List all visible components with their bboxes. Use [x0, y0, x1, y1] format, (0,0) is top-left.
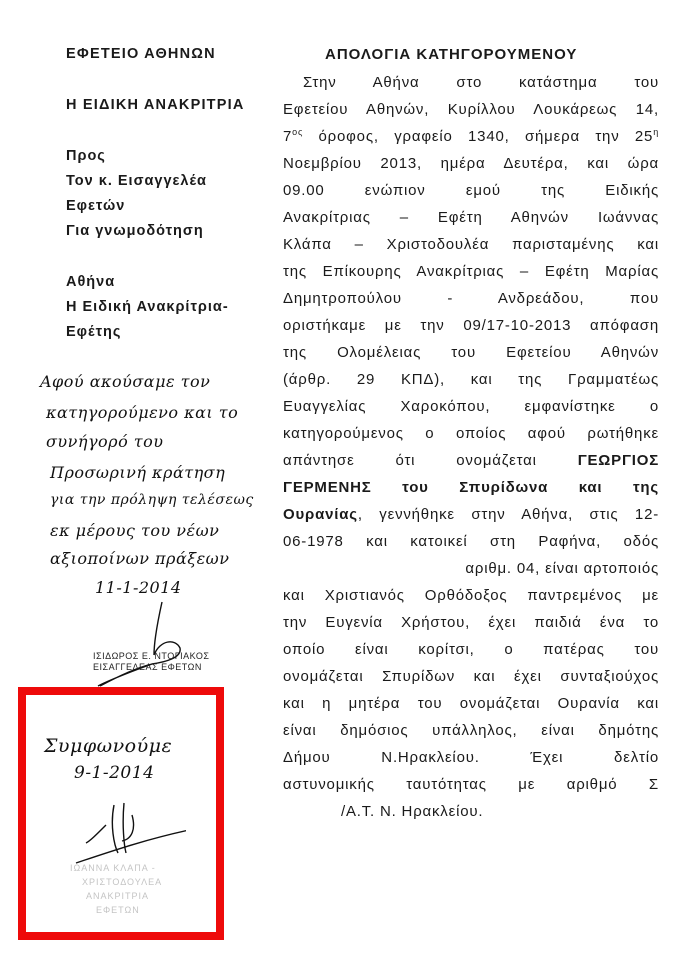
- body-line: /Α.Τ. Ν. Ηρακλείου.: [341, 803, 484, 820]
- addressee-line: Προς: [66, 148, 106, 164]
- faded-stamp-line: ΑΝΑΚΡΙΤΡΙΑ: [86, 891, 150, 901]
- body-line: και Χριστιανός Ορθόδοξος παντρεμένος με: [283, 587, 659, 604]
- handwritten-line: συνήγορό του: [46, 432, 164, 451]
- mother-name: Ουρανίας: [283, 506, 358, 523]
- floor-number: $7^{o\varsigma}$: [283, 127, 304, 145]
- body-line: την Ευγενία Χρήστου, έχει παιδιά ένα το: [283, 614, 659, 631]
- body-line: (άρθρ. 29 ΚΠΔ), και της Γραμματέως: [283, 371, 659, 388]
- defendant-first-name: ΓΕΩΡΓΙΟΣ: [577, 452, 659, 469]
- prosecutor-signature-icon: [70, 600, 220, 690]
- body-line: της Επίκουρης Ανακρίτριας – Εφέτη Μαρίας: [283, 263, 659, 280]
- investigator-role: Η ΕΙΔΙΚΗ ΑΝΑΚΡΙΤΡΙΑ: [66, 97, 245, 113]
- body-line: οποίο είναι κορίτσι, ο πατέρας του: [283, 641, 659, 658]
- addressee-line: Για γνωμοδότηση: [66, 223, 204, 239]
- body-line: Δημητροπούλου - Ανδρεάδου, που: [283, 290, 659, 307]
- highlight-box: [18, 687, 224, 940]
- signoff-line: Εφέτης: [66, 324, 122, 340]
- addressee-line: Τον κ. Εισαγγελέα: [66, 173, 207, 189]
- body-line: αριθμ. 04, είναι αρτοποιός: [465, 560, 659, 577]
- body-line: Ανακρίτριας – Εφέτη Αθηνών Ιωάννας: [283, 209, 659, 226]
- body-line: και η μητέρα του ονομάζεται Ουρανία και: [283, 695, 659, 712]
- addressee-line: Εφετών: [66, 198, 126, 214]
- body-line: 09.00 ενώπιον εμού της Ειδικής: [283, 182, 659, 199]
- faded-stamp-line: ΙΩΑΝΝΑ ΚΛΑΠΑ -: [70, 863, 156, 873]
- body-line: Νοεμβρίου 2013, ημέρα Δευτέρα, και ώρα: [283, 155, 659, 172]
- investigator-signature-icon: [66, 795, 186, 865]
- body-line: 06-1978 και κατοικεί στη Ραφήνα, οδός: [283, 533, 659, 550]
- body-line: Δήμου Ν.Ηρακλείου. Έχει δελτίο: [283, 749, 659, 766]
- court-name: ΕΦΕΤΕΙΟ ΑΘΗΝΩΝ: [66, 46, 216, 62]
- handwritten-line: αξιοποίνων πράξεων: [50, 549, 230, 568]
- body-line: Κλάπα – Χριστοδουλέα παρισταμένης και: [283, 236, 659, 253]
- handwritten-line: για την πρόληψη τελέσεως: [50, 492, 254, 508]
- body-line: είναι δημόσιος υπάλληλος, είναι δημότης: [283, 722, 659, 739]
- signoff-line: Η Ειδική Ανακρίτρια-: [66, 299, 229, 315]
- body-line: $7^{o\varsigma}$ όροφος, γραφείο 1340, σήμερα την $25^\eta$: [283, 127, 660, 145]
- body-line: ονομάζεται Σπυρίδων και έχει συνταξιούχος: [283, 668, 659, 685]
- body-line: Στην Αθήνα στο κατάστημα του: [303, 74, 659, 91]
- document-title: ΑΠΟΛΟΓΙΑ ΚΑΤΗΓΟΡΟΥΜΕΝΟΥ: [325, 46, 578, 63]
- signoff-line: Αθήνα: [66, 274, 116, 290]
- handwritten-line: κατηγορούμενο και το: [46, 403, 239, 422]
- body-line: ΓΕΡΜΕΝΗΣ του Σπυρίδωνα και της: [283, 479, 659, 496]
- handwritten-date: 11-1-2014: [95, 578, 182, 597]
- body-line: οριστήκαμε με την 09/17-10-2013 απόφαση: [283, 317, 659, 334]
- prosecutor-stamp: ΙΣΙΔΩΡΟΣ Ε. ΝΤΟΓΙΑΚΟΣ ΕΙΣΑΓΓΕΛΕΑΣ ΕΦΕΤΩΝ: [93, 651, 210, 672]
- agreement-word: Συμφωνούμε: [44, 735, 173, 757]
- handwritten-line: Προσωρινή κράτηση: [50, 463, 226, 482]
- body-line: της Ολομέλειας του Εφετείου Αθηνών: [283, 344, 659, 361]
- handwritten-line: Αφού ακούσαμε τον: [40, 372, 211, 391]
- body-line: αστυνομικής ταυτότητας με αριθμό Σ: [283, 776, 659, 793]
- body-line: Ευαγγελίας Χαροκόπου, εμφανίστηκε ο: [283, 398, 659, 415]
- agreement-date: 9-1-2014: [74, 763, 155, 783]
- faded-stamp-line: ΕΦΕΤΩΝ: [96, 905, 140, 915]
- body-line: απάντησε ότι ονομάζεται ΓΕΩΡΓΙΟΣ: [283, 452, 659, 469]
- body-line: Ουρανίας, γεννήθηκε στην Αθήνα, στις 12-: [283, 506, 659, 523]
- defendant-surname: ΓΕΡΜΕΝΗΣ: [283, 479, 372, 496]
- body-line: Εφετείου Αθηνών, Κυρίλλου Λουκάρεως 14,: [283, 101, 659, 118]
- handwritten-line: εκ μέρους του νέων: [50, 521, 220, 540]
- faded-stamp-line: ΧΡΙΣΤΟΔΟΥΛΕΑ: [82, 877, 163, 887]
- body-line: κατηγορούμενος ο οποίος αφού ρωτήθηκε: [283, 425, 659, 442]
